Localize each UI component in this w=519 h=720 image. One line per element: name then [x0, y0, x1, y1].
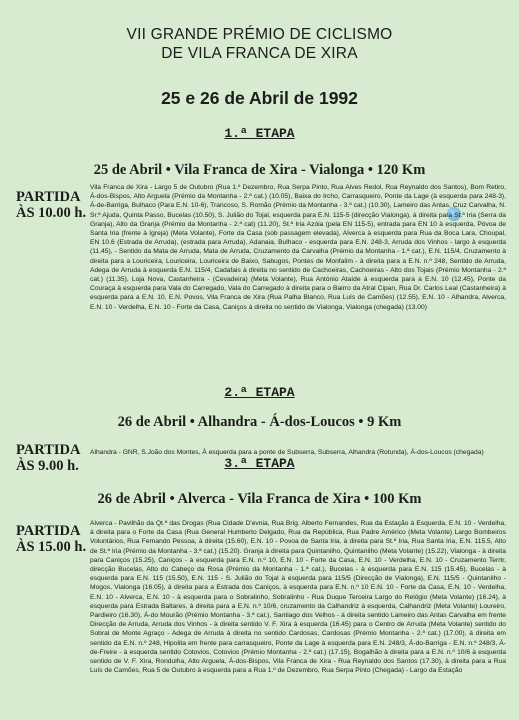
stage-1-route: 25 de Abril • Vila Franca de Xira - Vialonga • 120 Km — [93, 162, 426, 178]
stage-2-description: Alhandra - GNR, S.João dos Montes, À esquerda para a ponte de Subserra, Subserra, Alhandra (Rotunda), Á-dos-Loucos (chegada) — [90, 449, 484, 456]
stage-3-partida-time: ÀS 15.00 h. — [16, 539, 87, 555]
stage-2-route: 26 de Abril • Alhandra - Á-dos-Loucos • 9 Km — [117, 414, 402, 430]
stage-1-description: Vila Franca de Xira - Largo 5 de Outubro (Rua 1.º Dezembro, Rua Serpa Pinto, Rua Alves Redol, Rua Reynaldo dos Santos), Bom Retiro, Á-dos-Bispos, Alto Arguela (Prémio da Montanha - 2.ª cat.) (10.05), Baixa do Ircho, Carrasqueiro, Ponte da Lage (à esquerda para 248-3), Á-de-Barriga, Bulhaco (Para E.N. 10-6), Trancoso, S. Romão (Prémio da Montanha - 3.ª cat.) (10.30), Lameiro das Antas, Cruz Carvalha, N. Sr.ª Ajuda, Quinta Passo, Bucelas (10.50), S. Julião do Tojal, esquerda para E.N. 115-5 (direcção Vialonga), à direita para St.ª Iria (Serra da Granja), Alto da Granja (Prémio da Montanha - 2.ª cat) (11.20), St.ª Iria Azóia (pela EN 115-5), entrada para EN 10 à esquerda, Póvoa de Santa Iria (frente à Igreja) (Meta Volante), Forte da Casa (sob passagem elevada), Alverca à esquerda para Rua da Boca Lara, Choupal, EN 10.6 (Estrada de Arruda), (estrada para Arruda), Adanaia, Bulhaco - esquerda para E.N. 248-3, Arruda dos Vinhos - largo à esquerda (11.45), - Sentido da Mata de Arruda, Mata de Arruda, Cruzamento da Carvalha (Prémio da Montanha - 1.ª cat.), E.N. 115/4, Cruzamento à direita para a Louriceira, Louriceira, Louriceira de Baixo, Sabugos, Pontes de Monfalim - à direita para a E.N. n.º 248, Sentido de Arruda, Adega de Arruda à esquerda E.N. 115/4, Cadafais à direita no sentido de Cachoeiras, Cachoeiras - Alto dos Tojais (Prémio Montanha - 2.ª cat.) (11.35), Loja Nova, Castanheira - (Cevadeira) (Meta Volante), Rua António Ataíde à esquerda para a E.N. 10 (12.45), Ponte da Couraça à esquerda para Vala do Carregado, Vala do Carregado à direita para o Bairro da Atral Cipan, Rua Dr. Carlos Leal (Castanheira) à esquerda para a E.N. 10, E.N. Povos, Vila Franca de Xira (Rua Palha Blanco, Rua Luís de Camões) (12.55), E.N. 10 - Alhandra, Alverca, E.N. 10 - Verdelha, E.N. 10 - Forte da Casa, Caniços à direita no sentido de Vialonga, Vialonga (chegada) (13.00) — [90, 184, 506, 311]
stage-3-title: 3.ª ETAPA — [224, 456, 295, 471]
stage-1-partida — [16, 189, 88, 221]
stage-2-partida-time: ÀS 9.00 h. — [16, 458, 79, 474]
stage-3-partida — [16, 523, 88, 555]
stage-1-title: 1.ª ETAPA — [224, 126, 295, 141]
header-line-2: DE VILA FRANCA DE XIRA — [161, 45, 358, 62]
header-line-1: VII GRANDE PRÉMIO DE CICLISMO — [126, 26, 393, 43]
stage-2-title: 2.ª ETAPA — [224, 385, 295, 400]
stage-3-route: 26 de Abril • Alverca - Vila Franca de Xira • 100 Km — [97, 491, 422, 507]
stage-2-partida-label: PARTIDA — [16, 442, 81, 458]
header-dates: 25 e 26 de Abril de 1992 — [161, 88, 358, 108]
stage-1-partida-time: ÀS 10.00 h. — [16, 205, 87, 221]
stage-1-partida-label: PARTIDA — [16, 189, 81, 205]
stage-3-partida-label: PARTIDA — [16, 523, 81, 539]
stage-3-description: Alverca - Pavilhão da Qt.ª das Drogas (Rua Cidade D'evnia, Rua Brig. Alberto Fernandes, Rua da Estação à Esquerda, E.N. 10 - Verdelha, à direita para o Forte da Casa (Rua General Humberto Delgado, Rua da República, Rua Padre Américo (Meta Volante) Largo Bombeiros Voluntários, Rua Fernando Pessoa, à direita (15.60), E.N. 10 - Povoa de Santa Iria, à direita para St.ª Iria, Rua Santa Iria, E.N. 115.5, Alto de St.ª Iria (Prémio da Montanha - 3.ª cat.) (15.20). Granja à direita para Quintanilho, Quintanilho (Meta Volante) (15.22), Vialonga - à direita para Caniços (15.25), Caniços - à esquerda para E.N. n.º 10, E.N. 10 - Forte da Casa, E.N. 10 - Verdelha, E.N. 10 - Cruzamento Terrtr, direcção Bucelas, Alto do Cabeço da Rosa (Prémio da Montanha - 1.ª cat.), Bucelas - à esquerda para E.N. 115 (15.45), Bucelas - à esquerda para E.N. 115 (15.50), E.N. 115 - S. Julião do Tojal à esquerda para 115/5 (Direcção de Vialonga), E.N. 115/5 - Quintanilho - Mogos, Vialonga (16.05), à direita para a Estrada dos Caniços, à esquerda para E.N. n.º 10 E.N. 10 - Forte da Casa, E.N. 10 - Verdelha, E.N. 10 - Alverca, E.N. 10 - à esquerda para o Sobralinho, Sobralinho - Rua Duque Terceira Largo do Relógio (Meta Volante) (16.24), à esquerda para Estrada Baltares, à direita para a E.N. n.º 10/6, cruzamento da Calhandriz à esquerda, Calhandriz (Meta Volante) Loureiro, Pardieiro (16.30), Á-do Mourão (Prémio Montanha - 3.ª cat.), Santiago dos Velhos - à direita sentido Lameiro das Antas Carvalha em frente Direcção de Arruda, Arruda dos Vinhos - à direita sentido V. F. Xira à esquerda (16.45) para o Centro de Arruda (Meta Volante) sentido do Sobral de Monte Agraço - Adega de Arruda à direita no sentido Cardosas, Cardosas (Prémio Montanha - 2.ª cat.) (17.00), à direita em sentido da E.N. n.º 248, Hipolita em frente para carrasqueiro, Ponte da Lage à esquerda para E.N. 248/3, Á-do-Barriga - E.N. n.º 248/3, Á-de-Freire - à esquerda sentido Cotovios, Cotovios (Prémio Montanha - 2.ª cat.) (17.15), Bogalhão à direita para a E.N. n.º 10/6 à esquerda sentido de V. F. Xira, Rondulha, Alto Arguela, Á-dos-Bispos, Vila Franca de Xira - Rua Reynaldo dos Santos (17.30), à direita para a Rua Luís de Camões, Rua 5 de Outubro à esquerda para a Rua 1.º de Dezembro, Rua Serpa Pinto (Chegada) - Largo da Estação — [90, 520, 506, 675]
